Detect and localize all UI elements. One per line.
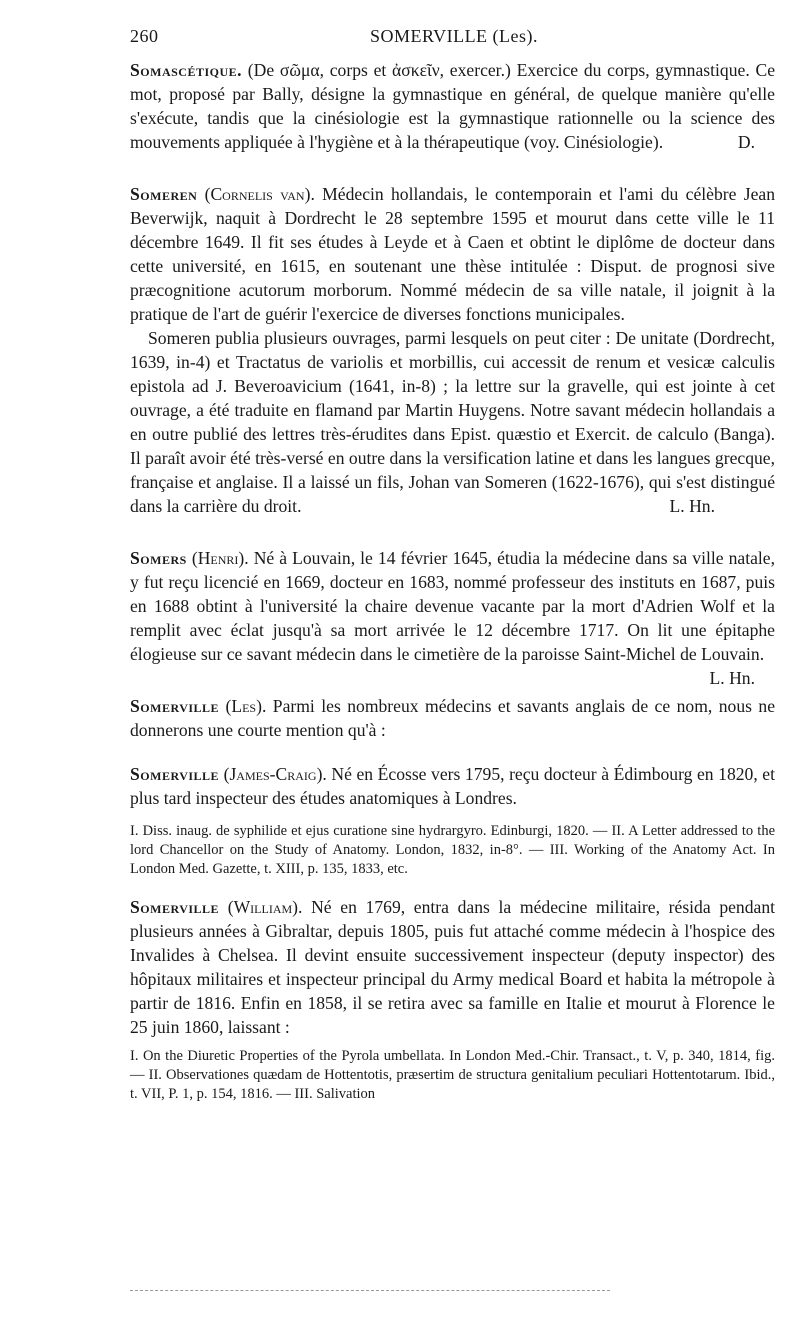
headword: Somers xyxy=(130,548,187,568)
headword: Someren xyxy=(130,184,198,204)
running-title: SOMERVILLE (Les). xyxy=(370,26,539,46)
entry-text: Parmi les nombreux médecins et savants anglais de ce nom, nous ne donnerons une courte mention qu'à : xyxy=(130,696,776,740)
person-name: (William). xyxy=(219,897,303,917)
entry-text: (De σῶμα, corps et ἀσκεῖν, exercer.) Exercice du corps, gymnastique. Ce mot, proposé par Bally, désigne la gymnastique en général, de quelque manière qu'elle s'exécute, tandis que la cinésiologie est la gymnastique rationnelle ou la science des mouvements appliquée à l'hygiène et à la thérapeutique (voy. Cinésiologie). xyxy=(130,60,775,152)
author-signature: L. Hn. xyxy=(709,668,755,688)
entry-text: Someren publia plusieurs ouvrages, parmi lesquels on peut citer : De unitate (Dordrecht, 1639, in-4) et Tractatus de variolis et morbillis, cui accessit de renum et vesicæ calculis epistola ad J. Beveroavicium (1641, in-8) ; la lettre sur la gravelle, qui est jointe à cet ouvrage, a été traduite en flamand par Martin Huygens. Notre savant médecin hollandais a en outre publié des lettres très-érudites dans Epist. quæstio et Exercit. de calculo (Banga). Il paraît avoir été très-versé en outre dans la versification latine et dans les langues grecque, française et anglaise. Il a laissé un fils, Johan van Someren (1622-1676), qui s'est distingué dans la carrière du droit. xyxy=(130,328,775,516)
person-name: (Cornelis van). xyxy=(197,184,315,204)
person-name: (Henri). xyxy=(186,548,249,568)
entry-somascetique xyxy=(130,58,775,154)
headword: Somerville xyxy=(130,897,220,917)
headword: Somascétique. xyxy=(130,60,243,80)
author-signature: D. xyxy=(737,132,755,152)
headword: Somerville xyxy=(130,764,220,784)
bottom-rule xyxy=(130,1290,610,1291)
entry-somerville-james xyxy=(130,762,775,810)
entry-somerville xyxy=(130,694,775,742)
bibliography: I. On the Diuretic Properties of the Pyrola umbellata. In London Med.-Chir. Transact., t. V, p. 340, 1814, fig. — II. Observationes quædam de Hottentotis, præsertim de structura genitalium peculiari Hottentotarum. Ibid., t. VII, P. 1, p. 154, 1816. — III. Salivation xyxy=(130,1048,775,1102)
entry-text: Médecin hollandais, le contemporain et l'ami du célèbre Jean Beverwijk, naquit à Dordrecht le 28 septembre 1595 et mourut dans cette ville le 11 décembre 1649. Il fit ses études à Leyde et à Caen et obtint le diplôme de docteur dans cette université, en 1615, en soutenant une thèse intitulée : Disput. de prognosi sive præcognitione acutorum morborum. Nommé médecin de sa ville natale, il joignit à la pratique de l'art de guérir l'exercice de diverses fonctions municipales. xyxy=(130,184,775,324)
entry-text: Né en Écosse vers 1795, reçu docteur à Édimbourg en 1820, et plus tard inspecteur des études anatomiques à Londres. xyxy=(130,764,775,808)
entry-somerville-william xyxy=(130,895,775,1039)
entry-someren-p2 xyxy=(130,326,775,518)
bibliography: I. Diss. inaug. de syphilide et ejus curatione sine hydrargyro. Edinburgi, 1820. — II. A Letter addressed to the lord Chancellor on the Study of Anatomy. London, 1832, in-8°. — III. Working of the Anatomy Act. In London Med. Gazette, t. XIII, p. 135, 1833, etc. xyxy=(130,823,775,877)
page-body xyxy=(130,58,775,1104)
headword: Somerville xyxy=(130,696,220,716)
page-header xyxy=(130,18,775,54)
entry-text: Né à Louvain, le 14 février 1645, étudia la médecine dans sa ville natale, y fut reçu licencié en 1669, docteur en 1683, nommé professeur des instituts en 1687, puis en 1688 obtint à l'université la chaire devenue vacante par la mort d'Adrien Wolf et la remplit avec éclat jusqu'à sa mort arrivée le 12 décembre 1717. On lit une épitaphe élogieuse sur ce savant médecin dans le cimetière de la paroisse Saint-Michel de Louvain. xyxy=(130,548,775,664)
entry-someren xyxy=(130,182,775,326)
entry-subtitle: (Les). xyxy=(219,696,267,716)
page-number: 260 xyxy=(130,26,159,46)
author-signature: L. Hn. xyxy=(669,496,715,516)
entry-somers xyxy=(130,546,775,688)
person-name: (James-Craig). xyxy=(219,764,327,784)
entry-text: Né en 1769, entra dans la médecine militaire, résida pendant plusieurs années à Gibraltar, depuis 1805, puis fut attaché comme médecin à l'hospice des Invalides à Chelsea. Il devint ensuite successivement inspecteur (deputy inspector) des hôpitaux militaires et inspecteur principal du Army medical Board et habita la métropole à partir de 1816. Enfin en 1858, il se retira avec sa famille en Italie et mourut à Florence le 25 juin 1860, laissant : xyxy=(130,897,776,1037)
